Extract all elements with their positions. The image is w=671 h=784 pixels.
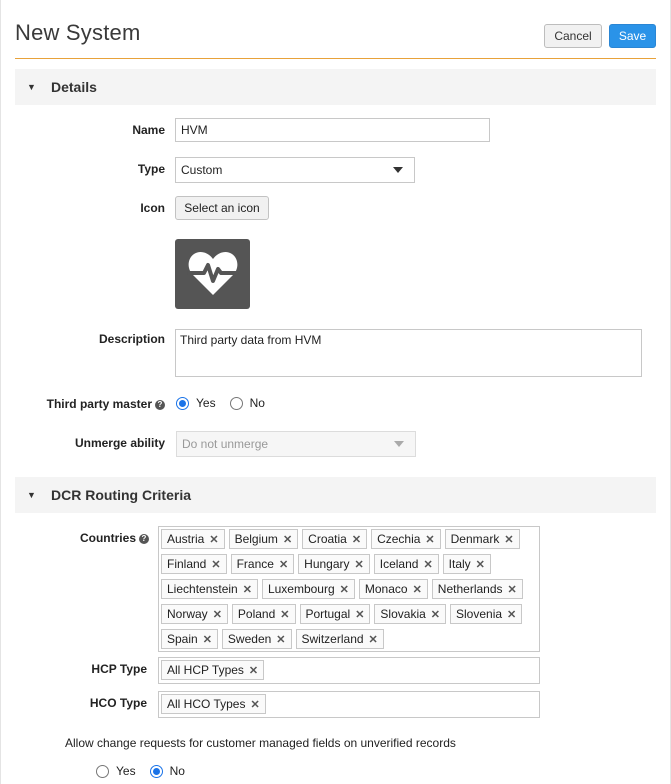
country-tag (298, 554, 370, 574)
country-tag (302, 529, 367, 549)
remove-icon[interactable]: ✕ (202, 633, 212, 646)
allow-change-no-option[interactable] (150, 764, 185, 778)
third-party-no-option[interactable] (230, 396, 265, 410)
hcp-tag-row (161, 660, 537, 685)
icon-label: Icon (140, 201, 165, 215)
remove-icon[interactable]: ✕ (504, 533, 514, 546)
collapse-caret-icon[interactable]: ▼ (27, 82, 36, 92)
countries-tag-row (161, 604, 537, 629)
country-tag-label: Sweden (227, 632, 272, 646)
country-tag (359, 579, 428, 599)
allow-change-text: Allow change requests for customer managed fields on unverified records (65, 736, 456, 750)
collapse-caret-icon[interactable]: ▼ (27, 490, 36, 500)
country-tag-label: Czechia (377, 532, 421, 546)
help-icon[interactable]: ? (155, 400, 165, 410)
chevron-down-icon (394, 441, 404, 447)
country-tag-label: Iceland (379, 557, 419, 571)
dcr-section-title: DCR Routing Criteria (51, 487, 191, 503)
country-tag-label: Switzerland (301, 632, 364, 646)
third-party-yes-option[interactable] (176, 396, 216, 410)
remove-icon[interactable]: ✕ (355, 608, 365, 621)
country-tag-label: Netherlands (437, 582, 503, 596)
country-tag-label: Norway (167, 607, 208, 621)
countries-tag-row (161, 629, 537, 654)
remove-icon[interactable]: ✕ (211, 558, 221, 571)
country-tag-label: Belgium (234, 532, 278, 546)
remove-icon[interactable]: ✕ (282, 533, 293, 546)
country-tag-label: Denmark (450, 532, 500, 546)
country-tag-label: Liechtenstein (167, 582, 238, 596)
countries-label-text: Countries (79, 531, 136, 545)
country-tag-label: Luxembourg (267, 582, 335, 596)
remove-icon[interactable]: ✕ (423, 558, 433, 571)
countries-multiselect[interactable] (158, 526, 540, 652)
third-party-yes-radio[interactable] (176, 397, 189, 410)
countries-tag-row (161, 554, 537, 579)
remove-icon[interactable]: ✕ (475, 558, 485, 571)
remove-icon[interactable]: ✕ (250, 698, 260, 711)
name-label: Name (132, 123, 165, 137)
country-tag (262, 579, 355, 599)
country-tag-label: Poland (237, 607, 276, 621)
country-tag (443, 554, 491, 574)
heartbeat-icon-svg (187, 251, 239, 297)
remove-icon[interactable]: ✕ (425, 533, 435, 546)
hco-type-label: HCO Type (89, 696, 147, 710)
description-label: Description (98, 332, 165, 346)
country-tag (432, 579, 523, 599)
allow-change-yes-option[interactable] (96, 764, 136, 778)
country-tag (445, 529, 520, 549)
country-tag (161, 579, 258, 599)
hcp-type-multiselect[interactable] (158, 657, 540, 684)
type-label: Type (137, 162, 165, 176)
country-tag (231, 554, 295, 574)
remove-icon[interactable]: ✕ (412, 583, 422, 596)
allow-change-no-radio[interactable] (150, 765, 163, 778)
country-tag-label: France (236, 557, 274, 571)
allow-change-no-label: No (169, 764, 185, 778)
country-tag (450, 604, 522, 624)
page-title: New System (15, 20, 141, 45)
header-divider (15, 58, 656, 59)
third-party-yes-label: Yes (196, 396, 216, 410)
countries-tag-row (161, 579, 537, 604)
country-tag-label: Croatia (308, 532, 347, 546)
remove-icon[interactable]: ✕ (212, 608, 222, 621)
countries-label (21, 531, 149, 545)
type-select[interactable] (175, 157, 415, 183)
cancel-button[interactable]: Cancel (544, 24, 602, 48)
chevron-down-icon (393, 167, 403, 173)
allow-change-yes-radio[interactable] (96, 765, 109, 778)
country-tag (371, 529, 441, 549)
remove-icon[interactable]: ✕ (248, 664, 259, 677)
country-tag-label: Italy (448, 557, 471, 571)
country-tag (232, 604, 296, 624)
country-tag (229, 529, 299, 549)
remove-icon[interactable]: ✕ (507, 608, 517, 621)
name-input[interactable]: HVM (175, 118, 490, 142)
country-tag (300, 604, 371, 624)
page-header (1, 0, 670, 60)
remove-icon[interactable]: ✕ (242, 583, 252, 596)
allow-change-yes-label: Yes (116, 764, 136, 778)
unmerge-select-value: Do not unmerge (182, 437, 269, 451)
third-party-label-text: Third party master (46, 397, 152, 411)
country-tag-label: Portugal (305, 607, 351, 621)
third-party-no-radio[interactable] (230, 397, 243, 410)
country-tag-label: Slovenia (456, 607, 503, 621)
country-tag (296, 629, 384, 649)
remove-icon[interactable]: ✕ (507, 583, 517, 596)
country-tag (374, 604, 446, 624)
country-tag (161, 529, 225, 549)
details-section-title: Details (51, 79, 97, 95)
country-tag-label: Hungary (304, 557, 350, 571)
remove-icon[interactable]: ✕ (209, 533, 219, 546)
help-icon[interactable]: ? (139, 534, 149, 544)
third-party-label (21, 397, 165, 411)
remove-icon[interactable]: ✕ (339, 583, 349, 596)
remove-icon[interactable]: ✕ (278, 558, 289, 571)
country-tag-label: Slovakia (380, 607, 426, 621)
description-textarea[interactable]: Third party data from HVM (175, 329, 642, 377)
country-tag-label: Austria (167, 532, 205, 546)
country-tag (161, 554, 227, 574)
country-tag-label: Finland (167, 557, 207, 571)
country-tag-label: Monaco (364, 582, 408, 596)
remove-icon[interactable]: ✕ (280, 608, 290, 621)
type-select-value: Custom (181, 163, 223, 177)
hco-tag-row (161, 694, 537, 719)
countries-tag-row (161, 529, 537, 554)
heartbeat-icon (175, 239, 250, 309)
country-tag (374, 554, 439, 574)
select-icon-button[interactable]: Select an icon (175, 196, 269, 220)
country-tag (161, 629, 218, 649)
third-party-radio-group (176, 396, 279, 410)
dcr-section-header[interactable] (15, 477, 656, 513)
unmerge-select (176, 431, 416, 457)
remove-icon[interactable]: ✕ (368, 633, 378, 646)
hco-type-multiselect[interactable] (158, 691, 540, 718)
details-section-header[interactable] (15, 69, 656, 105)
hco-tag-label: All HCO Types (167, 697, 246, 711)
country-tag-label: Spain (167, 632, 198, 646)
third-party-no-label: No (249, 396, 265, 410)
unmerge-label: Unmerge ability (74, 436, 165, 450)
hcp-tag-label: All HCP Types (167, 663, 244, 677)
hcp-tag (161, 660, 264, 680)
save-button[interactable]: Save (609, 24, 656, 48)
remove-icon[interactable]: ✕ (276, 633, 286, 646)
country-tag (222, 629, 292, 649)
hcp-type-label: HCP Type (91, 662, 147, 676)
remove-icon[interactable]: ✕ (351, 533, 362, 546)
hco-tag (161, 694, 266, 714)
remove-icon[interactable]: ✕ (354, 558, 364, 571)
allow-change-radio-group (96, 764, 199, 778)
country-tag (161, 604, 228, 624)
remove-icon[interactable]: ✕ (430, 608, 440, 621)
